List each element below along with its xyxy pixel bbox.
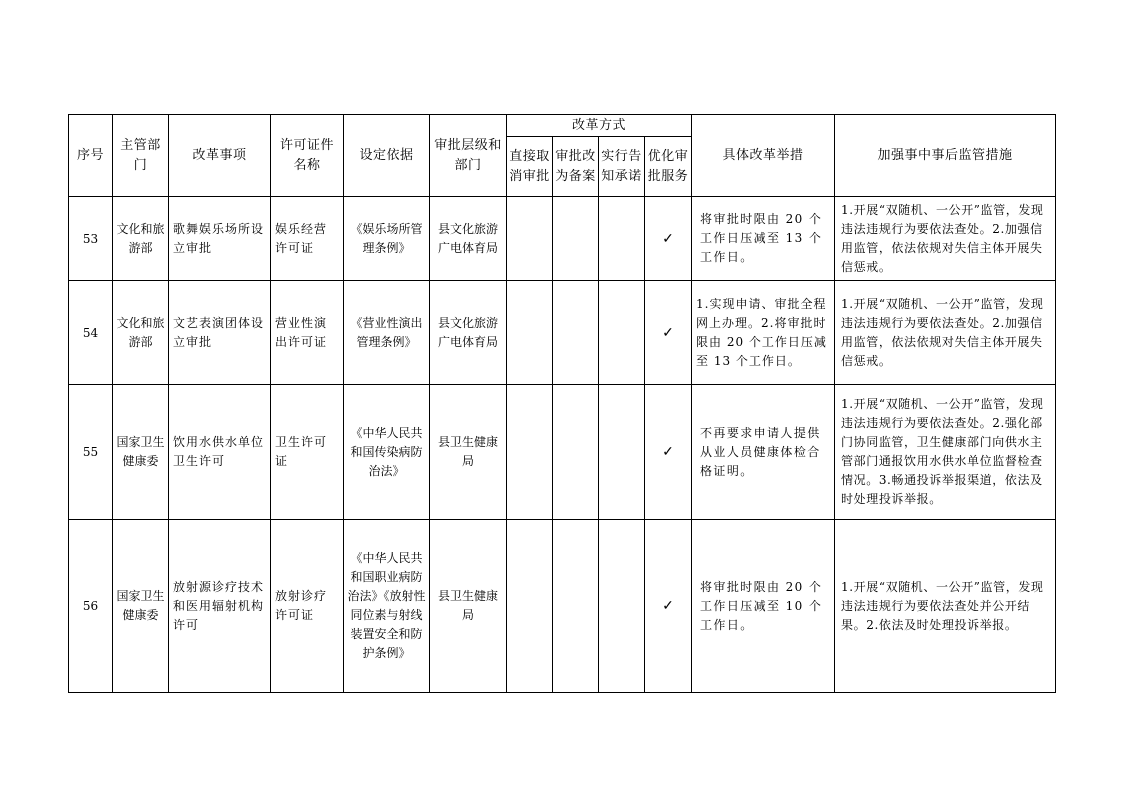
row-mode-optimize <box>645 385 692 520</box>
header-mode-optimize: 优化审批服务 <box>645 137 692 197</box>
header-reform-mode: 改革方式 <box>507 115 692 137</box>
row-license: 娱乐经营许可证 <box>271 197 344 281</box>
row-mode-record <box>553 385 599 520</box>
row-basis: 《营业性演出管理条例》 <box>344 281 430 385</box>
row-mode-optimize <box>645 520 692 693</box>
row-mode-record <box>553 520 599 693</box>
row-mode-cancel <box>507 281 553 385</box>
row-item: 饮用水供水单位卫生许可 <box>169 385 271 520</box>
row-mode-cancel <box>507 197 553 281</box>
row-seq: 56 <box>69 520 113 693</box>
row-mode-notify <box>599 281 645 385</box>
check-mark-icon: ✓ <box>662 444 674 460</box>
header-row-top <box>69 115 1056 137</box>
table-row <box>69 197 1056 281</box>
row-mode-record <box>553 197 599 281</box>
check-mark-icon: ✓ <box>662 230 674 247</box>
row-mode-notify <box>599 385 645 520</box>
header-supervision: 加强事中事后监管措施 <box>835 115 1056 197</box>
row-seq: 54 <box>69 281 113 385</box>
row-measures: 将审批时限由 20 个工作日压减至 13 个工作日。 <box>692 197 835 281</box>
row-mode-notify <box>599 197 645 281</box>
row-dept: 国家卫生健康委 <box>113 520 169 693</box>
row-measures: 不再要求申请人提供从业人员健康体检合格证明。 <box>692 385 835 520</box>
row-item: 文艺表演团体设立审批 <box>169 281 271 385</box>
table-row <box>69 385 1056 520</box>
row-mode-notify <box>599 520 645 693</box>
row-license: 放射诊疗许可证 <box>271 520 344 693</box>
header-level: 审批层级和部门 <box>430 115 507 197</box>
row-supervision: 1.开展“双随机、一公开”监管，发现违法违规行为要依法查处并公开结果。2.依法及时处理投诉举报。 <box>835 520 1056 693</box>
table-row <box>69 520 1056 693</box>
reform-table <box>68 114 1056 693</box>
header-dept: 主管部门 <box>113 115 169 197</box>
header-mode-cancel: 直接取消审批 <box>507 137 553 197</box>
row-item: 歌舞娱乐场所设立审批 <box>169 197 271 281</box>
header-basis: 设定依据 <box>344 115 430 197</box>
table-row <box>69 281 1056 385</box>
row-license: 营业性演出许可证 <box>271 281 344 385</box>
row-dept: 文化和旅游部 <box>113 281 169 385</box>
header-mode-notify: 实行告知承诺 <box>599 137 645 197</box>
header-mode-record: 审批改为备案 <box>553 137 599 197</box>
row-basis: 《娱乐场所管理条例》 <box>344 197 430 281</box>
row-level: 县卫生健康局 <box>430 385 507 520</box>
row-level: 县文化旅游广电体育局 <box>430 281 507 385</box>
row-level: 县卫生健康局 <box>430 520 507 693</box>
header-seq: 序号 <box>69 115 113 197</box>
check-mark-icon: ✓ <box>662 324 674 341</box>
row-basis: 《中华人民共和国传染病防治法》 <box>344 385 430 520</box>
row-supervision: 1.开展“双随机、一公开”监管，发现违法违规行为要依法查处。2.强化部门协同监管，卫生健康部门向供水主管部门通报饮用水供水单位监督检查情况。3.畅通投诉举报渠道，依法及时处理投诉举报。 <box>835 385 1056 520</box>
row-mode-optimize <box>645 281 692 385</box>
row-level: 县文化旅游广电体育局 <box>430 197 507 281</box>
row-mode-cancel <box>507 385 553 520</box>
row-dept: 国家卫生健康委 <box>113 385 169 520</box>
row-mode-cancel <box>507 520 553 693</box>
check-mark-icon: ✓ <box>662 598 674 614</box>
row-basis: 《中华人民共和国职业病防治法》《放射性同位素与射线装置安全和防护条例》 <box>344 520 430 693</box>
header-license: 许可证件名称 <box>271 115 344 197</box>
row-item: 放射源诊疗技术和医用辐射机构许可 <box>169 520 271 693</box>
row-seq: 53 <box>69 197 113 281</box>
header-measures: 具体改革举措 <box>692 115 835 197</box>
row-supervision: 1.开展“双随机、一公开”监管，发现违法违规行为要依法查处。2.加强信用监管，依法依规对失信主体开展失信惩戒。 <box>835 281 1056 385</box>
header-item: 改革事项 <box>169 115 271 197</box>
row-mode-record <box>553 281 599 385</box>
row-supervision: 1.开展“双随机、一公开”监管，发现违法违规行为要依法查处。2.加强信用监管，依法依规对失信主体开展失信惩戒。 <box>835 197 1056 281</box>
row-license: 卫生许可证 <box>271 385 344 520</box>
row-measures: 1.实现申请、审批全程网上办理。2.将审批时限由 20 个工作日压减至 13 个工作日。 <box>692 281 835 385</box>
row-measures: 将审批时限由 20 个工作日压减至 10 个工作日。 <box>692 520 835 693</box>
row-dept: 文化和旅游部 <box>113 197 169 281</box>
row-seq: 55 <box>69 385 113 520</box>
row-mode-optimize <box>645 197 692 281</box>
